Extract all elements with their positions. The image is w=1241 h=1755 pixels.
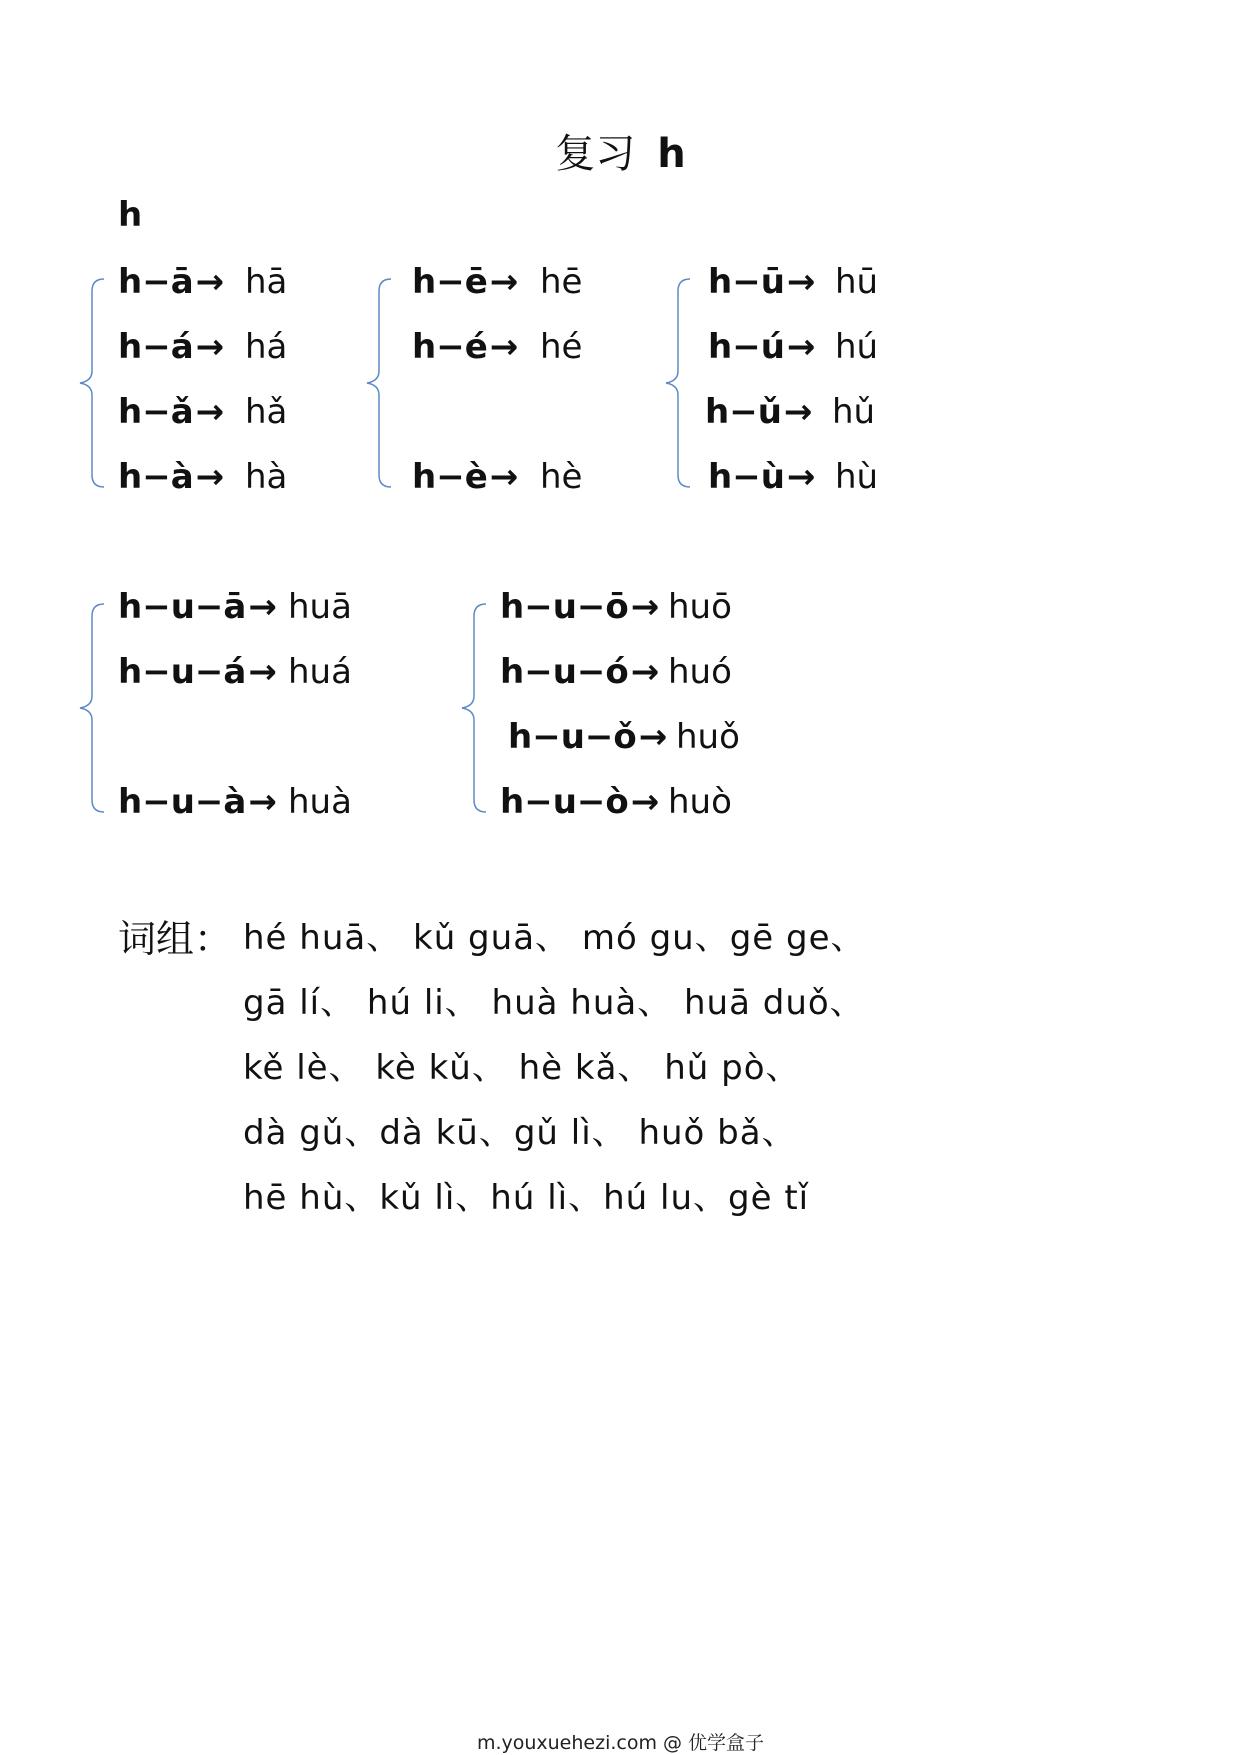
arrow-icon: → bbox=[248, 652, 277, 692]
group2-row bbox=[412, 327, 520, 367]
group1-result: hǎ bbox=[245, 392, 288, 432]
arrow-icon: → bbox=[786, 262, 816, 302]
group1-source: h−á bbox=[118, 327, 194, 367]
group3-source: h−ú bbox=[708, 327, 785, 367]
group5-source: h−u−ǒ bbox=[508, 717, 637, 757]
group2-result: hè bbox=[540, 457, 583, 497]
group1-source: h−à bbox=[118, 457, 194, 497]
arrow-icon: → bbox=[630, 652, 660, 692]
group5-source: h−u−ó bbox=[500, 652, 629, 692]
group4-result: huā bbox=[288, 587, 352, 627]
group4-row bbox=[118, 782, 279, 822]
group1-result: hā bbox=[245, 262, 288, 302]
group3-source: h−ù bbox=[708, 457, 785, 497]
group2-row bbox=[412, 457, 520, 497]
arrow-icon: → bbox=[786, 327, 816, 367]
group5-result: huō bbox=[668, 587, 732, 627]
word-line: dà gǔ、dà kū、gǔ lì、 huǒ bǎ、 bbox=[243, 1113, 797, 1153]
group5-result: huǒ bbox=[676, 717, 740, 757]
group1-result: hà bbox=[245, 457, 288, 497]
group5-row bbox=[500, 587, 661, 627]
group2-source: h−è bbox=[412, 457, 488, 497]
arrow-icon: → bbox=[786, 457, 816, 497]
group1-result: há bbox=[245, 327, 288, 367]
group1-row bbox=[118, 457, 226, 497]
group1-source: h−ā bbox=[118, 262, 194, 302]
group1-source: h−ǎ bbox=[118, 392, 194, 432]
footer-watermark: m.youxuehezi.com @ 优学盒子 bbox=[476, 1732, 765, 1754]
group2-row bbox=[412, 262, 520, 302]
group5-result: huó bbox=[668, 652, 732, 692]
group5-source: h−u−ō bbox=[500, 587, 629, 627]
group3-source: h−ū bbox=[708, 262, 785, 302]
word-line: hē hù、kǔ lì、hú lì、hú lu、gè tǐ bbox=[243, 1178, 810, 1218]
arrow-icon: → bbox=[489, 262, 519, 302]
arrow-icon: → bbox=[248, 782, 277, 822]
arrow-icon: → bbox=[195, 262, 225, 302]
arrow-icon: → bbox=[195, 392, 225, 432]
group1-row bbox=[118, 327, 226, 367]
group5-source: h−u−ò bbox=[500, 782, 629, 822]
group5-result: huò bbox=[668, 782, 732, 822]
heading-letter: h bbox=[118, 195, 143, 235]
group4-row bbox=[118, 587, 279, 627]
arrow-icon: → bbox=[630, 587, 660, 627]
group3-result: hǔ bbox=[832, 392, 876, 432]
arrow-icon: → bbox=[489, 457, 519, 497]
brace-group-5 bbox=[460, 602, 488, 814]
group3-result: hù bbox=[835, 457, 879, 497]
arrow-icon: → bbox=[195, 327, 225, 367]
group3-row bbox=[708, 457, 817, 497]
group4-source: h−u−ā bbox=[118, 587, 247, 627]
group3-source: h−ǔ bbox=[705, 392, 782, 432]
group2-source: h−é bbox=[412, 327, 488, 367]
brace-group-4 bbox=[78, 602, 106, 814]
group3-result: hú bbox=[835, 327, 879, 367]
word-line: gā lí、 hú li、 huà huà、 huā duǒ、 bbox=[243, 983, 865, 1023]
arrow-icon: → bbox=[638, 717, 668, 757]
group4-source: h−u−à bbox=[118, 782, 247, 822]
group2-source: h−ē bbox=[412, 262, 488, 302]
group4-source: h−u−á bbox=[118, 652, 247, 692]
group5-row bbox=[500, 782, 661, 822]
title-chinese: 复习 bbox=[555, 131, 636, 177]
arrow-icon: → bbox=[489, 327, 519, 367]
brace-group-1 bbox=[78, 277, 106, 489]
group5-row bbox=[500, 652, 661, 692]
group5-row bbox=[508, 717, 669, 757]
group3-row bbox=[705, 392, 814, 432]
group4-result: huà bbox=[288, 782, 352, 822]
group2-result: hé bbox=[540, 327, 583, 367]
arrow-icon: → bbox=[195, 457, 225, 497]
brace-group-2 bbox=[365, 277, 393, 489]
page-title bbox=[0, 122, 1241, 179]
group3-result: hū bbox=[835, 262, 879, 302]
group1-row bbox=[118, 392, 226, 432]
word-line: hé huā、 kǔ guā、 mó gu、gē ge、 bbox=[243, 918, 866, 958]
arrow-icon: → bbox=[783, 392, 813, 432]
title-letter: h bbox=[657, 131, 686, 177]
arrow-icon: → bbox=[630, 782, 660, 822]
group3-row bbox=[708, 262, 817, 302]
group4-result: huá bbox=[288, 652, 352, 692]
word-line: kě lè、 kè kǔ、 hè kǎ、 hǔ pò、 bbox=[243, 1048, 801, 1088]
group3-row bbox=[708, 327, 817, 367]
group4-row bbox=[118, 652, 279, 692]
brace-group-3 bbox=[664, 277, 692, 489]
group1-row bbox=[118, 262, 226, 302]
words-label: 词组： bbox=[118, 917, 233, 961]
group2-result: hē bbox=[540, 262, 583, 302]
arrow-icon: → bbox=[248, 587, 277, 627]
